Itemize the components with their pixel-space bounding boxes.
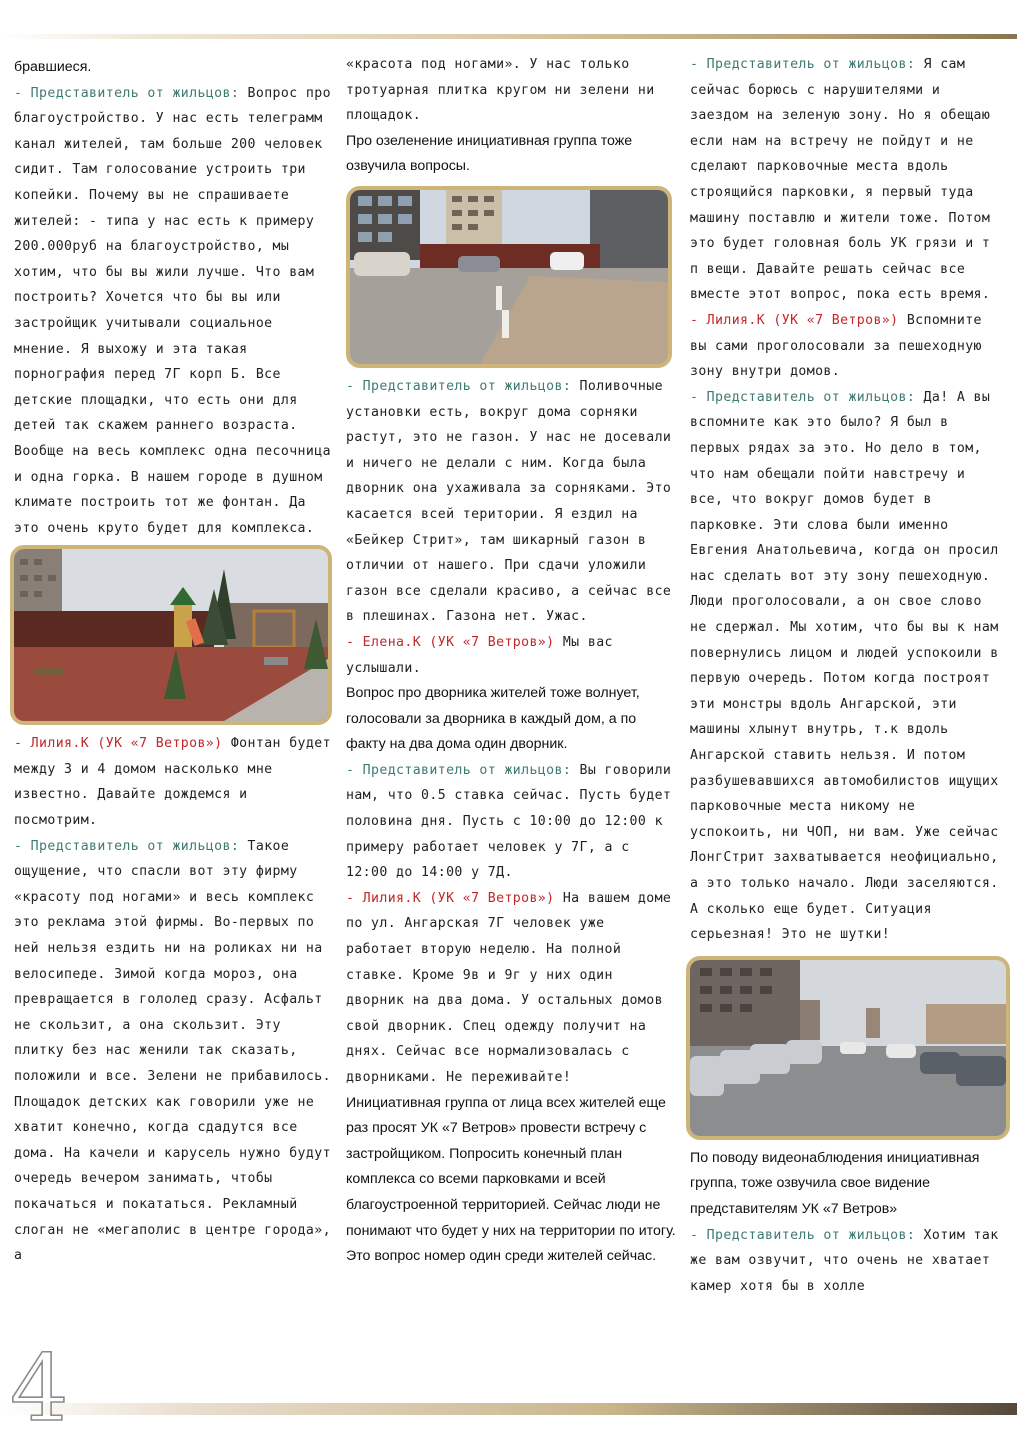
playground-image [14, 549, 328, 721]
speaker-label: - Лилия.К (УК «7 Ветров») [346, 890, 555, 906]
paragraph [346, 886, 676, 1091]
paragraph [14, 731, 332, 833]
paragraph [346, 630, 676, 681]
paragraph [14, 81, 332, 542]
paragraph [690, 1223, 1006, 1300]
speaker-label: - Представитель от жильцов: [14, 838, 240, 854]
speaker-label: - Представитель от жильцов: [346, 762, 572, 778]
parking-image [690, 960, 1006, 1136]
speaker-label: - Елена.К (УК «7 Ветров») [346, 634, 555, 650]
column-3 [690, 52, 1006, 1299]
speaker-label: - Представитель от жильцов: [14, 85, 240, 101]
speech-text: Хотим так же вам озвучит, что очень не хватает камер хотя бы в холле [690, 1227, 999, 1294]
column-2 [346, 52, 676, 1270]
top-rule [0, 34, 1017, 39]
page-number-graphic [6, 1336, 70, 1432]
summary-paragraph: Вопрос про дворника жителей тоже волнует, голосовали за дворника в каждый дом, а по факту на два дома один дворник. [346, 685, 640, 753]
summary-paragraph: Инициативная группа от лица всех жителей еще раз просят УК «7 Ветров» провести встречу с застройщиком. Попросить конечный план комплекса со всеми парковками и всей благоустроенной территорией. Сейчас люди не понимают что будет у них на территории по итогу. Это вопрос номер один среди жителей сейчас. [346, 1094, 676, 1265]
paragraph [346, 374, 676, 630]
paragraph [346, 758, 676, 886]
paragraph [690, 385, 1006, 948]
column-1 [14, 52, 332, 1269]
paragraph [14, 834, 332, 1269]
summary-paragraph: Про озеленение инициативная группа тоже озвучила вопросы. [346, 132, 633, 175]
page-number: 4 [10, 1336, 69, 1432]
speech-text: На вашем доме по ул. Ангарская 7Г человек уже работает вторую неделю. На полной ставке. Кроме 9в и 9г у них один дворник на два дома. У остальных домов свой дворник. Спец одежду получит на днях. Сейчас все нормализовалась с дворниками. Не переживайте! [346, 890, 672, 1085]
bottom-rule [0, 1403, 1017, 1415]
speaker-label: - Представитель от жильцов: [346, 378, 572, 394]
paragraph [690, 52, 1006, 308]
speech-text: Вы говорили нам, что 0.5 ставка сейчас. Пусть будет половина дня. Пусть с 10:00 до 12:00 к примеру работает человек у 7Г, а с 12:00 до 14:00 у 7Д. [346, 762, 672, 881]
speech-text: Мы вас услышали. [346, 634, 613, 676]
paragraph [690, 308, 1006, 385]
speech-text: Да! А вы вспомните как это было? Я был в первых рядах за это. Но дело в том, что нам обещали пойти навстречу и все, что вокруг домов будет в парковке. Эти слова были именно Евгения Анатольевича, когда он просил нас сделать вот эту зону пешеходную. Люди проголосовали, а он свое слово не сдержал. Мы хотим, что бы вы к нам повернулись лицом и людей успокоили в первую очередь. Потом когда построят эти монстры вдоль Ангарской, эти машины хлынут внутрь, т.к вдоль Ангарской ставить нельзя. И потом разбушевавшихся автомобилистов ищущих парковочные места никому не успокоить, ни ЧОП, ни вам. Уже сейчас ЛонгСтрит захватывается неофициально, а это только начало. Люди заселяются. А сколько еще будет. Ситуация серьезная! Это не шутки! [690, 389, 999, 943]
playground-photo [10, 545, 332, 725]
speech-text: Я сам сейчас борюсь с нарушителями и заездом на зеленую зону. Но я обещаю если нам на встречу не пойдут и не сделают парковочные места вдоль строящийся парковки, я первый туда машину поставлю и жители тоже. Потом это будет головная боль УК грязи и т п вещи. Давайте решать сейчас все вместе этот вопрос, пока есть время. [690, 57, 991, 303]
speech-text: Поливочные установки есть, вокруг дома сорняки растут, это не газон. У нас не досевали и ничего не делали с ним. Когда была дворник она ухаживала за сорняками. Это касается всей територии. Я ездил на «Бейкер Стрит», там шикарный газон в отличии от нашего. При сдачи уложили газон все сделали красиво, а сейчас все в плешинах. Газона нет. Ужас. [346, 378, 672, 625]
speech-text: Вопрос про благоустройство. У нас есть телеграмм канал жителей, там больше 200 человек сидит. Там голосование устроить три копейки. Почему вы не спрашиваете жителей: - типа у нас есть к примеру 200.000руб на благоустройство, мы хотим, что бы вы жили лучше. Что вам построить? Хочется что бы вы или застройщик учитывали социальное мнение. Я выхожу и эта такая порнография перед 7Г корп Б. Все детские площадки, что есть они для детей так скажем раннего возраста. Вообще на весь комплекс одна песочница и одна горка. В нашем городе в душном климате построить тот же фонтан. Да это очень круто будет для комплекса. [14, 85, 331, 536]
paragraph: «красота под ногами». У нас только тротуарная плитка кругом ни зелени ни площадок. [346, 57, 655, 124]
courtyard-photo [346, 186, 672, 368]
parking-photo [686, 956, 1010, 1140]
speaker-label: - Лилия.К (УК «7 Ветров») [690, 312, 899, 328]
speaker-label: - Представитель от жильцов: [690, 57, 916, 72]
paragraph: бравшиеся. [14, 59, 92, 75]
speaker-label: - Представитель от жильцов: [690, 1227, 916, 1243]
speech-text: Фонтан будет между 3 и 4 домом насколько мне известно. Давайте дождемся и посмотрим. [14, 736, 331, 829]
speech-text: Вспомните вы сами проголосовали за пешеходную зону внутри домов. [690, 312, 982, 380]
summary-paragraph: По поводу видеонаблюдения инициативная группа, тоже озвучила свое видение представителям УК «7 Ветров» [690, 1149, 980, 1217]
courtyard-image [350, 190, 668, 364]
speaker-label: - Представитель от жильцов: [690, 389, 916, 405]
speaker-label: - Лилия.К (УК «7 Ветров») [14, 736, 223, 752]
speech-text: Такое ощущение, что спасли вот эту фирму «красоту под ногами» и весь комплекс это реклама этой фирмы. Во-первых по ней нельзя ездить ни на роликах ни на велосипеде. Зимой когда мороз, она превращается в гололед сразу. Асфальт не скользит, а она скользит. Эту плитку без нас женили так сказать, положили и все. Зелени не прибавилось. Площадок детских как говорили уже не хватит конечно, когда сдадутся все дома. На качели и карусель нужно будут очередь вечером занимать, чтобы покачаться и покататься. Рекламный слоган не «мегаполис в центре города», а [14, 838, 331, 1264]
